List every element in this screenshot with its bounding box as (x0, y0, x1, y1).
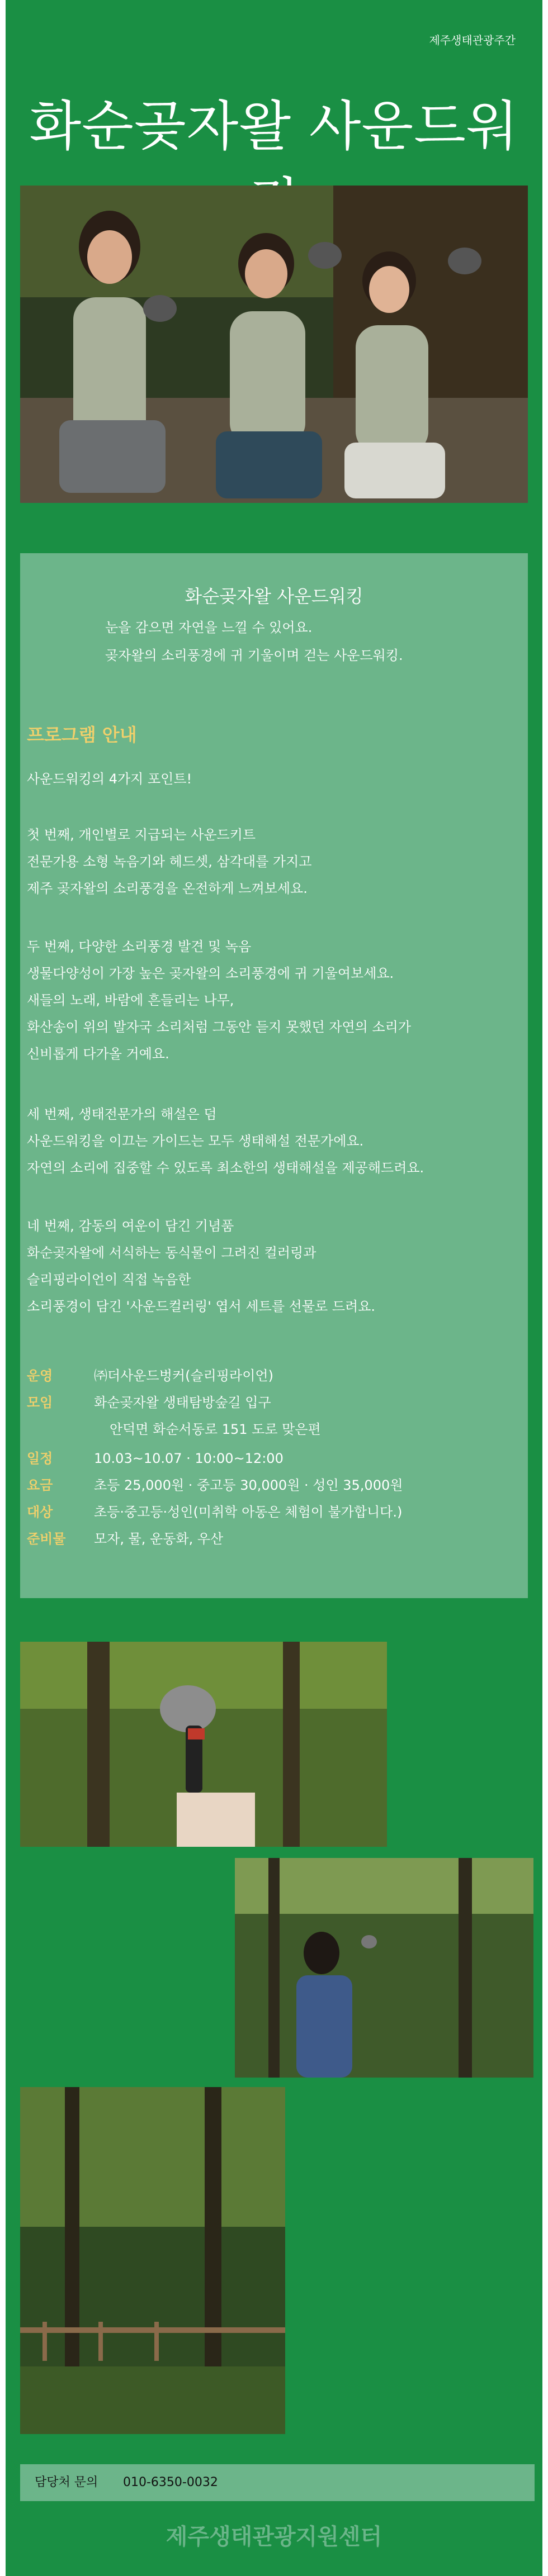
point-line: 화순곶자왈에 서식하는 동식물이 그려진 컬러링과 (27, 1245, 316, 1261)
detail-value: ㈜더사운드벙커(슬리핑라이언) (94, 1368, 273, 1384)
detail-row-schedule (27, 1447, 284, 1470)
detail-key: 운영 (27, 1368, 53, 1384)
detail-row-supplies (27, 1528, 223, 1550)
detail-key: 일정 (27, 1451, 53, 1466)
section-heading: 프로그램 안내 (27, 724, 137, 745)
point-line: 세 번째, 생태전문가의 해설은 덤 (27, 1106, 217, 1122)
point-line: 네 번째, 감동의 여운이 담긴 기념품 (27, 1218, 234, 1234)
detail-row-meeting (27, 1391, 271, 1414)
detail-value: 모자, 물, 운동화, 우산 (94, 1531, 224, 1547)
point-block (27, 821, 311, 902)
point-line: 생물다양성이 가장 높은 곶자왈의 소리풍경에 귀 기울여보세요. (27, 966, 394, 981)
event-week-label: 제주생태관광주간 (429, 34, 516, 47)
detail-row-fee (27, 1474, 403, 1496)
detail-value: 10.03~10.07 · 10:00~12:00 (94, 1451, 284, 1466)
forest-trail-photo (20, 2087, 285, 2434)
point-block (27, 933, 411, 1067)
point-line: 두 번째, 다양한 소리풍경 발견 및 녹음 (27, 939, 252, 954)
detail-row-target (27, 1501, 402, 1523)
detail-key: 준비물 (27, 1531, 66, 1547)
point-line: 자연의 소리에 집중할 수 있도록 최소한의 생태해설을 제공해드려요. (27, 1160, 424, 1176)
detail-key: 대상 (27, 1504, 53, 1520)
organizer-footer: 제주생태관광지원센터 (166, 2524, 382, 2550)
points-title: 사운드워킹의 4가지 포인트! (27, 771, 192, 787)
contact-phone[interactable]: 010-6350-0032 (123, 2475, 218, 2489)
detail-value: 초등 25,000원 · 중고등 30,000원 · 성인 35,000원 (94, 1477, 403, 1493)
point-line: 제주 곶자왈의 소리풍경을 온전하게 느껴보세요. (27, 881, 308, 896)
detail-value: 초등·중고등·성인(미취학 아동은 체험이 불가합니다.) (94, 1504, 403, 1520)
intro-line: 눈을 감으면 자연을 느낄 수 있어요. (105, 620, 313, 635)
hero-photo (20, 186, 528, 503)
intro-line: 곶자왈의 소리풍경에 귀 기울이며 걷는 사운드워킹. (105, 648, 403, 663)
contact-bar (20, 2464, 535, 2501)
page-title: 화순곶자왈 사운드워 (29, 95, 519, 158)
detail-key: 모임 (27, 1395, 53, 1410)
point-line: 전문가용 소형 녹음기와 헤드셋, 삼각대를 가지고 (27, 854, 312, 869)
point-block (27, 1213, 375, 1320)
poster-frame (6, 0, 542, 2576)
forest-microphone-photo (20, 1642, 387, 1847)
panel-title: 화순곶자왈 사운드워킹 (185, 586, 363, 607)
point-line: 소리풍경이 담긴 '사운드컬러링' 엽서 세트를 선물로 드려요. (27, 1299, 376, 1314)
point-line: 화산송이 위의 발자국 소리처럼 그동안 듣지 못했던 자연의 소리가 (27, 1019, 411, 1035)
point-line: 신비롭게 다가올 거예요. (27, 1046, 169, 1062)
detail-key: 요금 (27, 1477, 53, 1493)
point-line: 슬리핑라이언이 직접 녹음한 (27, 1272, 191, 1287)
detail-row-meeting-address (27, 1418, 321, 1441)
program-info-panel (20, 553, 528, 1598)
point-line: 첫 번째, 개인별로 지급되는 사운드키트 (27, 827, 256, 843)
point-block (27, 1101, 424, 1181)
contact-label: 담당처 문의 (35, 2475, 98, 2489)
detail-value: 안덕면 화순서동로 151 도로 맞은편 (110, 1422, 321, 1437)
detail-row-operator (27, 1365, 273, 1387)
point-line: 새들의 노래, 바람에 흔들리는 나무, (27, 992, 234, 1008)
forest-recording-photo (235, 1858, 533, 2078)
detail-value: 화순곶자왈 생태탐방숲길 입구 (94, 1395, 271, 1410)
point-line: 사운드워킹을 이끄는 가이드는 모두 생태해설 전문가에요. (27, 1133, 364, 1149)
